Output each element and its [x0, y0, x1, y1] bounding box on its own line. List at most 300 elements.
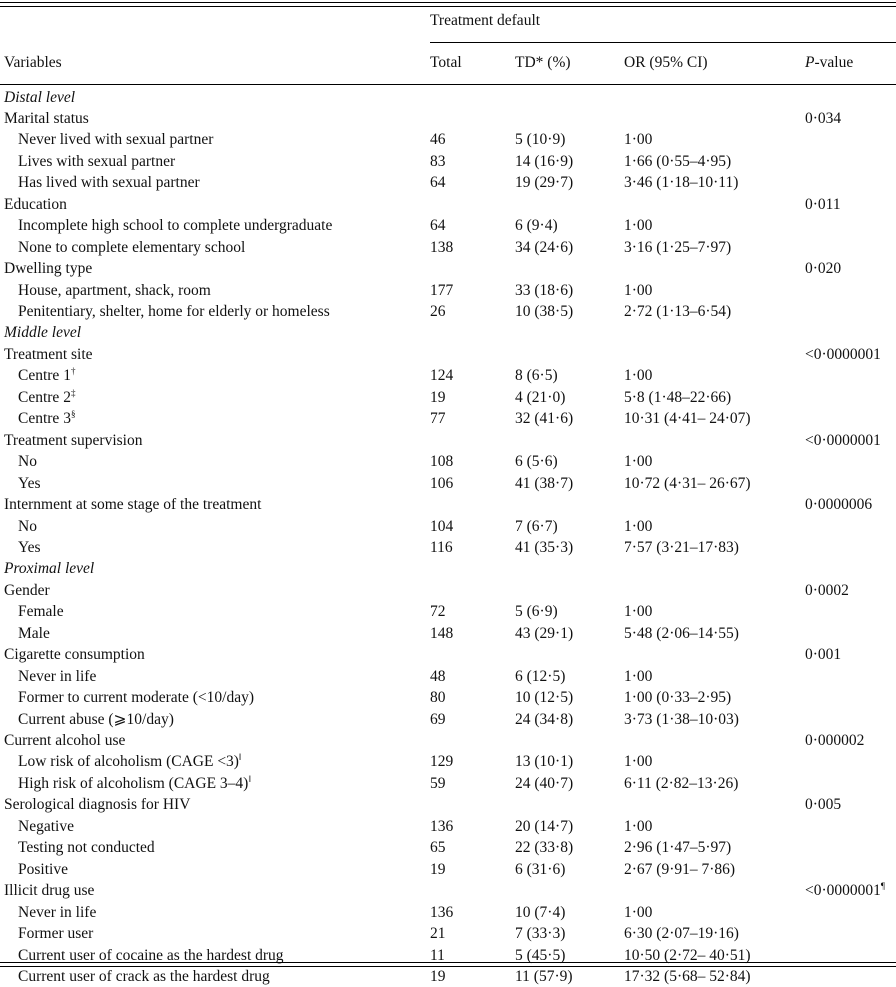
cell-total-text: 138: [430, 238, 454, 256]
table-row: [0, 751, 896, 773]
cell-td-text: 34 (24·6): [515, 238, 574, 256]
cell-total: [430, 172, 446, 194]
row-label: [18, 837, 155, 859]
top-rule-2: [0, 6, 896, 7]
row-label: [18, 151, 175, 173]
cell-td: [515, 902, 565, 924]
cell-or-text: 10·72 (4·31– 26·67): [624, 474, 751, 492]
cell-td: [515, 966, 573, 987]
row-label-text: Incomplete high school to complete undergraduate: [18, 217, 333, 235]
row-label-text: No: [18, 453, 37, 471]
cell-total-text: 19: [430, 967, 446, 985]
row-label: [18, 301, 330, 323]
cell-total: [430, 408, 446, 430]
row-label-text: Distal level: [4, 88, 76, 106]
row-label-text: Never lived with sexual partner: [18, 131, 214, 149]
row-label-text: Treatment supervision: [4, 431, 143, 449]
cell-or-text: 1·00: [624, 603, 653, 621]
cell-total-text: 106: [430, 474, 454, 492]
cell-total: [430, 687, 446, 709]
cell-total-text: 19: [430, 860, 446, 878]
group-row: [0, 494, 896, 516]
cell-td-text: 11 (57·9): [515, 967, 573, 985]
cell-or-text: 10·31 (4·41– 24·07): [624, 410, 751, 428]
row-label-text: Centre 1: [18, 367, 71, 385]
row-label-text: None to complete elementary school: [18, 238, 246, 256]
cell-or-text: 1·00: [624, 817, 653, 835]
row-label: [18, 709, 174, 731]
cell-or-text: 1·00: [624, 903, 653, 921]
cell-total: [430, 301, 446, 323]
cell-total-text: 136: [430, 903, 454, 921]
top-rule-1: [0, 2, 896, 3]
cell-or-text: 2·67 (9·91– 7·86): [624, 860, 736, 878]
row-label-text: Current user of crack as the hardest drug: [18, 967, 270, 985]
cell-or: [624, 537, 739, 559]
cell-or: [624, 751, 652, 773]
cell-td: [515, 516, 558, 538]
table-row: [0, 280, 896, 302]
cell-td-text: 4 (21·0): [515, 388, 566, 406]
cell-td-text: 22 (33·8): [515, 839, 574, 857]
row-label-text: Current abuse (⩾10/day): [18, 710, 174, 728]
cell-or: [624, 709, 739, 731]
cell-or: [624, 280, 652, 302]
cell-td: [515, 408, 573, 430]
row-label: [4, 580, 50, 602]
cell-or-text: 1·00: [624, 453, 653, 471]
row-label: [18, 902, 96, 924]
cell-td: [515, 365, 558, 387]
cell-pvalue: [805, 644, 841, 666]
row-label: [18, 280, 211, 302]
cell-pvalue-text: 0·000002: [805, 732, 865, 749]
row-label-text: Centre 3: [18, 410, 71, 428]
cell-td-text: 6 (5·6): [515, 453, 558, 471]
cell-total: [430, 751, 453, 773]
cell-total-text: 59: [430, 774, 446, 792]
cell-total-text: 108: [430, 453, 454, 471]
header-td-prefix: TD*: [515, 54, 544, 71]
row-label-text: Centre 2: [18, 388, 71, 406]
cell-total-text: 80: [430, 689, 446, 707]
cell-total: [430, 816, 453, 838]
table-row: [0, 709, 896, 731]
cell-or-text: 17·32 (5·68– 52·84): [624, 967, 751, 985]
row-label-text: No: [18, 517, 37, 535]
row-label-text: Internment at some stage of the treatment: [4, 496, 262, 514]
header-p-suffix: -value: [814, 54, 854, 71]
row-label-text: Former to current moderate (<10/day): [18, 689, 254, 707]
table-row: [0, 687, 896, 709]
cell-td: [515, 537, 573, 559]
row-label-text: Middle level: [4, 324, 82, 342]
cell-or-text: 1·00: [624, 217, 653, 235]
cell-or-text: 1·00: [624, 131, 653, 149]
table-row: [0, 408, 896, 430]
row-label: [18, 859, 68, 881]
cell-total-text: 46: [430, 131, 446, 149]
cell-td-text: 5 (6·9): [515, 603, 558, 621]
group-row: [0, 644, 896, 666]
cell-pvalue: [805, 730, 864, 752]
row-label-text: Yes: [18, 474, 41, 492]
row-label-text: Current alcohol use: [4, 732, 126, 749]
group-row: [0, 730, 896, 752]
row-label-text: Dwelling type: [4, 260, 93, 278]
cell-td-text: 13 (10·1): [515, 753, 574, 771]
cell-or: [624, 387, 731, 409]
cell-total-text: 104: [430, 517, 454, 535]
row-label: [18, 623, 50, 645]
table-row: [0, 387, 896, 409]
footnote-marker: ‖: [238, 752, 242, 763]
cell-or-text: 1·00: [624, 753, 653, 771]
cell-pvalue-text: 0·011: [805, 195, 841, 213]
table-row: [0, 516, 896, 538]
cell-or: [624, 687, 731, 709]
cell-td: [515, 666, 565, 688]
cell-or-text: 3·46 (1·18–10·11): [624, 174, 739, 192]
cell-td-text: 10 (12·5): [515, 689, 574, 707]
cell-total: [430, 387, 446, 409]
row-label: [18, 923, 93, 945]
cell-td: [515, 280, 573, 302]
row-label: [18, 215, 332, 237]
cell-total-text: 72: [430, 603, 446, 621]
group-row: [0, 108, 896, 130]
row-label-text: Serological diagnosis for HIV: [4, 796, 191, 814]
cell-total: [430, 151, 446, 173]
table-row: [0, 365, 896, 387]
row-label-text: Negative: [18, 817, 74, 835]
cell-td-text: 8 (6·5): [515, 367, 558, 385]
group-rule: [430, 42, 896, 43]
cell-or-text: 1·00: [624, 517, 653, 535]
row-label-text: Current user of cocaine as the hardest drug: [18, 946, 284, 964]
row-label: [18, 601, 64, 623]
cell-or-text: 1·00: [624, 667, 653, 685]
group-row: [0, 794, 896, 816]
cell-or-text: 6·11 (2·82–13·26): [624, 774, 739, 792]
cell-or: [624, 666, 652, 688]
cell-td-text: 6 (12·5): [515, 667, 566, 685]
cell-total: [430, 601, 446, 623]
row-label: [18, 816, 74, 838]
cell-total-text: 116: [430, 538, 453, 556]
cell-td: [515, 151, 573, 173]
row-label-text: Illicit drug use: [4, 882, 95, 900]
header-total: Total: [430, 54, 462, 71]
cell-td-text: 24 (34·8): [515, 710, 574, 728]
cell-or-text: 6·30 (2·07–19·16): [624, 925, 739, 943]
cell-or: [624, 451, 652, 473]
cell-total: [430, 365, 453, 387]
section-row: [0, 322, 896, 344]
header-variables: Variables: [4, 54, 62, 71]
cell-pvalue-text: <0·0000001: [805, 882, 881, 900]
cell-or: [624, 902, 652, 924]
row-label: [4, 344, 93, 366]
cell-td: [515, 859, 565, 881]
cell-total-text: 26: [430, 303, 446, 320]
cell-pvalue-text: 0·0000006: [805, 496, 873, 514]
cell-or-text: 5·8 (1·48–22·66): [624, 388, 732, 406]
table-row: [0, 623, 896, 645]
cell-td: [515, 387, 565, 409]
cell-total-text: 177: [430, 281, 454, 299]
group-row: [0, 430, 896, 452]
cell-pvalue: [805, 494, 872, 516]
row-label: [4, 322, 81, 344]
row-label: [18, 966, 270, 987]
cell-pvalue-text: 0·0002: [805, 581, 849, 599]
cell-td-text: 10 (7·4): [515, 903, 566, 921]
cell-total: [430, 537, 453, 559]
row-label: [18, 687, 254, 709]
cell-or: [624, 129, 652, 151]
group-row: [0, 194, 896, 216]
cell-total: [430, 773, 446, 795]
footnote-marker: ‖: [248, 773, 251, 784]
header-or: OR (95% CI): [624, 54, 708, 71]
cell-td-text: 24 (40·7): [515, 774, 574, 792]
cell-or-text: 3·73 (1·38–10·03): [624, 710, 739, 728]
cell-total-text: 65: [430, 839, 446, 857]
cell-or: [624, 215, 652, 237]
table-row: [0, 859, 896, 881]
cell-pvalue: [805, 344, 881, 366]
table-row: [0, 129, 896, 151]
row-label: [4, 794, 190, 816]
cell-or-text: 2·96 (1·47–5·97): [624, 839, 732, 857]
cell-total: [430, 280, 453, 302]
cell-td: [515, 129, 565, 151]
cell-or-text: 7·57 (3·21–17·83): [624, 538, 739, 556]
row-label-text: High risk of alcoholism (CAGE 3–4): [18, 774, 249, 792]
cell-pvalue: [805, 194, 841, 216]
row-label-text: Never in life: [18, 903, 97, 921]
row-label: [18, 365, 75, 387]
row-label: [4, 880, 94, 902]
cell-or: [624, 408, 751, 430]
cell-pvalue: [805, 108, 841, 130]
row-label: [4, 730, 125, 752]
row-label-text: Positive: [18, 860, 68, 878]
row-label-text: Lives with sexual partner: [18, 152, 176, 170]
cell-td-text: 14 (16·9): [515, 152, 574, 170]
cell-total-text: 77: [430, 410, 446, 428]
cell-pvalue-text: <0·0000001: [805, 431, 881, 449]
cell-total-text: 48: [430, 667, 446, 685]
cell-td-text: 19 (29·7): [515, 174, 574, 192]
row-label: [4, 108, 89, 130]
group-row: [0, 880, 896, 902]
cell-td-text: 41 (38·7): [515, 474, 574, 492]
row-label-text: Cigarette consumption: [4, 646, 145, 664]
row-label: [18, 237, 245, 259]
cell-or-text: 5·48 (2·06–14·55): [624, 624, 739, 642]
cell-total-text: 136: [430, 817, 454, 835]
cell-td: [515, 623, 573, 645]
cell-total: [430, 859, 446, 881]
row-label-text: Penitentiary, shelter, home for elderly or homeless: [18, 303, 330, 320]
cell-pvalue-text: 0·001: [805, 646, 842, 664]
cell-total-text: 83: [430, 152, 446, 170]
cell-or-text: 1·00: [624, 281, 653, 299]
cell-total: [430, 237, 453, 259]
cell-total: [430, 966, 446, 987]
cell-total: [430, 709, 446, 731]
table-row: [0, 537, 896, 559]
row-label: [18, 408, 75, 430]
cell-or: [624, 923, 739, 945]
cell-total: [430, 623, 453, 645]
row-label: [18, 451, 37, 473]
group-row: [0, 258, 896, 280]
header-td: [515, 54, 571, 72]
row-label-text: Former user: [18, 925, 94, 943]
cell-td: [515, 816, 573, 838]
section-row: [0, 87, 896, 109]
row-label-text: Has lived with sexual partner: [18, 174, 200, 192]
row-label: [18, 666, 96, 688]
cell-total-text: 19: [430, 388, 446, 406]
table-row: [0, 902, 896, 924]
cell-total-text: 69: [430, 710, 446, 728]
row-label-text: Proximal level: [4, 560, 95, 578]
row-label: [4, 194, 67, 216]
row-label: [18, 751, 242, 773]
row-label-text: Low risk of alcoholism (CAGE <3): [18, 753, 239, 771]
group-row: [0, 580, 896, 602]
cell-total-text: 148: [430, 624, 454, 642]
cell-td: [515, 451, 558, 473]
bottom-rule-1: [0, 962, 896, 963]
table-row: [0, 151, 896, 173]
cell-or: [624, 301, 731, 323]
table-row: [0, 966, 896, 987]
row-label: [4, 644, 145, 666]
cell-td: [515, 473, 573, 495]
cell-total-text: 129: [430, 753, 454, 771]
cell-or-text: 3·16 (1·25–7·97): [624, 238, 732, 256]
cell-pvalue-text: 0·020: [805, 260, 842, 278]
cell-td: [515, 601, 558, 623]
group-row: [0, 344, 896, 366]
row-label: [18, 537, 41, 559]
cell-or-text: 1·00 (0·33–2·95): [624, 689, 732, 707]
cell-td: [515, 923, 565, 945]
cell-or: [624, 623, 739, 645]
row-label: [4, 430, 143, 452]
cell-or: [624, 837, 731, 859]
cell-or: [624, 365, 652, 387]
cell-total-text: 124: [430, 367, 454, 385]
table-row: [0, 837, 896, 859]
cell-pvalue-text: 0·034: [805, 109, 842, 127]
cell-or: [624, 172, 738, 194]
cell-td-text: 5 (10·9): [515, 131, 566, 149]
cell-or: [624, 151, 731, 173]
table-row: [0, 451, 896, 473]
bottom-rule-2: [0, 966, 896, 967]
row-label: [18, 773, 251, 795]
table-row: [0, 816, 896, 838]
cell-or: [624, 816, 652, 838]
cell-or-text: 2·72 (1·13–6·54): [624, 303, 732, 320]
cell-total: [430, 473, 453, 495]
cell-pvalue: [805, 258, 841, 280]
cell-td-text: 10 (38·5): [515, 303, 574, 320]
cell-td-text: 6 (9·4): [515, 217, 558, 235]
cell-td-text: 32 (41·6): [515, 410, 574, 428]
header-group-label: Treatment default: [430, 12, 541, 29]
table-row: [0, 237, 896, 259]
cell-or: [624, 516, 652, 538]
footnote-marker: †: [70, 366, 76, 377]
table-row: [0, 601, 896, 623]
row-label: [18, 516, 37, 538]
row-label: [4, 258, 92, 280]
cell-total-text: 64: [430, 217, 446, 235]
row-label-text: Yes: [18, 538, 41, 556]
table-row: [0, 773, 896, 795]
cell-td: [515, 751, 573, 773]
table-row: [0, 666, 896, 688]
row-label: [18, 387, 75, 409]
cell-td-text: 7 (6·7): [515, 517, 558, 535]
cell-pvalue: [805, 580, 849, 602]
cell-total-text: 11: [430, 946, 445, 964]
cell-td: [515, 837, 573, 859]
row-label: [18, 473, 41, 495]
cell-or: [624, 237, 731, 259]
cell-td-text: 43 (29·1): [515, 624, 574, 642]
cell-total: [430, 837, 446, 859]
header-bottom-rule: [0, 84, 896, 85]
row-label-text: Treatment site: [4, 345, 93, 363]
header-pvalue: [805, 54, 853, 72]
cell-total: [430, 666, 446, 688]
row-label-text: Gender: [4, 581, 50, 599]
row-label: [4, 87, 75, 109]
table-row: [0, 215, 896, 237]
footnote-marker: §: [70, 409, 76, 420]
row-label: [4, 494, 261, 516]
cell-pvalue-text: 0·005: [805, 796, 842, 814]
cell-or: [624, 473, 751, 495]
row-label-text: Testing not conducted: [18, 839, 155, 857]
cell-td: [515, 215, 558, 237]
row-label-text: Never in life: [18, 667, 97, 685]
table-row: [0, 473, 896, 495]
row-label-text: Female: [18, 603, 64, 621]
table-row: [0, 923, 896, 945]
cell-total: [430, 902, 453, 924]
cell-td-text: 7 (33·3): [515, 925, 566, 943]
cell-pvalue: [805, 430, 881, 452]
row-label-text: House, apartment, shack, room: [18, 281, 211, 299]
cell-or-text: 1·66 (0·55–4·95): [624, 152, 732, 170]
cell-td-text: 41 (35·3): [515, 538, 574, 556]
cell-total: [430, 923, 446, 945]
cell-td: [515, 709, 573, 731]
row-label: [18, 172, 200, 194]
table-row: [0, 301, 896, 323]
cell-td-text: 20 (14·7): [515, 817, 574, 835]
header-p-prefix: P: [805, 54, 815, 71]
